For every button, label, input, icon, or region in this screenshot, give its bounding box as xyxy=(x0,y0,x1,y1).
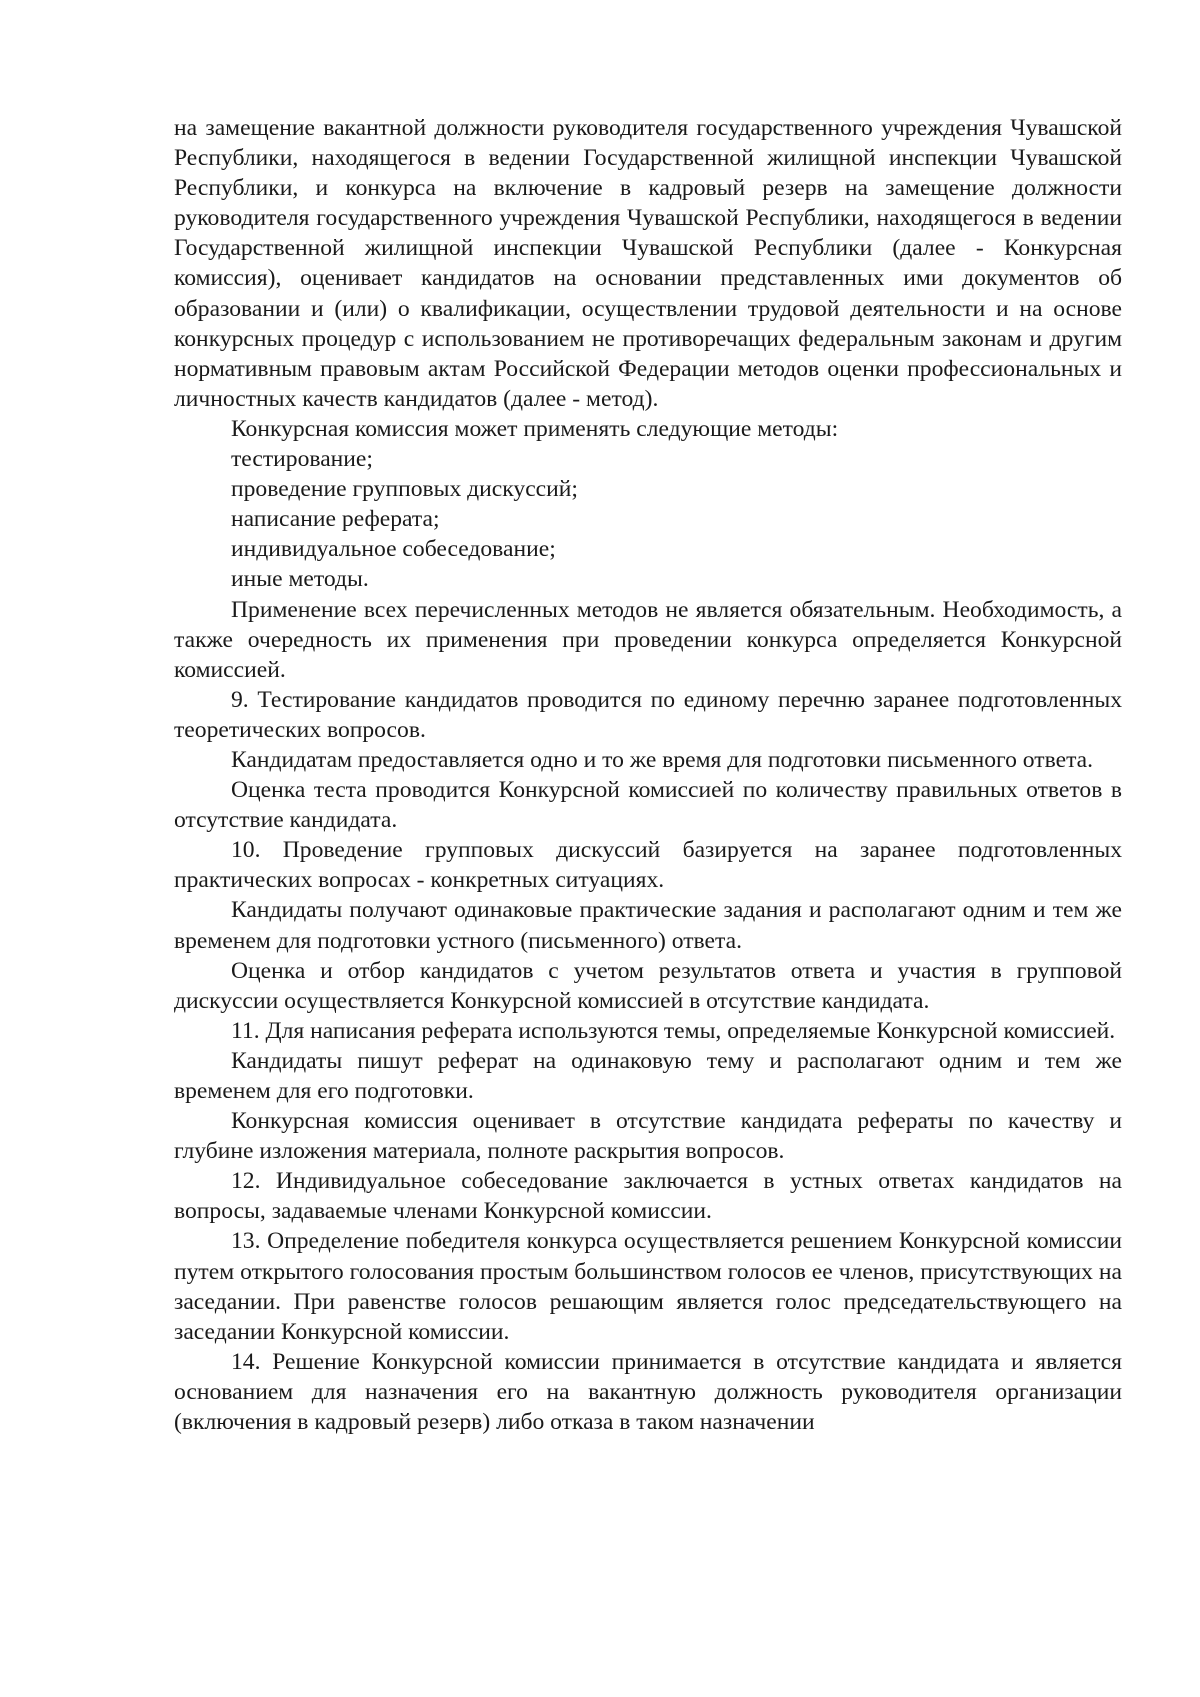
paragraph-clause-13: 13. Определение победителя конкурса осуществляется решением Конкурсной комиссии путем открытого голосования простым большинством голосов ее членов, присутствующих на заседании. При равенстве голосов решающим является голос председательствующего на заседании Конкурсной комиссии. xyxy=(174,1228,1122,1345)
document-page xyxy=(174,113,1122,1437)
paragraph-clause-9-evaluation: Оценка теста проводится Конкурсной комиссией по количеству правильных ответов в отсутствие кандидата. xyxy=(174,777,1122,834)
paragraph-clause-14: 14. Решение Конкурсной комиссии принимается в отсутствие кандидата и является основанием для назначения его на вакантную должность руководителя организации (включения в кадровый резерв) либо отказа в таком назначении xyxy=(174,1348,1122,1436)
paragraph-methods-heading: Конкурсная комиссия может применять следующие методы: xyxy=(231,415,839,442)
paragraph-methods-optional: Применение всех перечисленных методов не является обязательным. Необходимость, а также очередность их применения при проведении конкурса определяется Конкурсной комиссией. xyxy=(174,596,1122,683)
list-item-group-discussions: проведение групповых дискуссий; xyxy=(231,476,578,503)
paragraph-intro: на замещение вакантной должности руководителя государственного учреждения Чувашской Республики, находящегося в ведении Государственной жилищной инспекции Чувашской Республики, и конкурса на включение в кадровый резерв на замещение должности руководителя государственного учреждения Чувашской Республики, находящегося в ведении Государственной жилищной инспекции Чувашской Республики (далее - Конкурсная комиссия), оценивает кандидатов на основании представленных ими документов об образовании и (или) о квалификации, осуществлении трудовой деятельности и на основе конкурсных процедур с использованием не противоречащих федеральным законам и другим нормативным правовым актам Российской Федерации методов оценки профессиональных и личностных качеств кандидатов (далее - метод). xyxy=(174,115,1122,412)
paragraph-clause-10-tasks: Кандидаты получают одинаковые практические задания и располагают одним и тем же временем для подготовки устного (письменного) ответа. xyxy=(174,897,1122,954)
paragraph-clause-11-evaluation: Конкурсная комиссия оценивает в отсутствие кандидата рефераты по качеству и глубине изложения материала, полноте раскрытия вопросов. xyxy=(174,1108,1122,1165)
list-item-testing: тестирование; xyxy=(231,446,373,473)
paragraph-clause-9-time: Кандидатам предоставляется одно и то же время для подготовки письменного ответа. xyxy=(231,746,1094,773)
paragraph-clause-12: 12. Индивидуальное собеседование заключается в устных ответах кандидатов на вопросы, задаваемые членами Конкурсной комиссии. xyxy=(174,1168,1122,1225)
paragraph-clause-10: 10. Проведение групповых дискуссий базируется на заранее подготовленных практических вопросах - конкретных ситуациях. xyxy=(174,837,1122,894)
paragraph-clause-11: 11. Для написания реферата используются темы, определяемые Конкурсной комиссией. xyxy=(231,1017,1116,1044)
list-item-other-methods: иные методы. xyxy=(231,566,369,593)
paragraph-clause-10-evaluation: Оценка и отбор кандидатов с учетом результатов ответа и участия в групповой дискуссии осуществляется Конкурсной комиссией в отсутствие кандидата. xyxy=(174,957,1122,1014)
paragraph-clause-9: 9. Тестирование кандидатов проводится по единому перечню заранее подготовленных теоретических вопросов. xyxy=(174,686,1122,743)
paragraph-clause-11-topic: Кандидаты пишут реферат на одинаковую тему и располагают одним и тем же временем для его подготовки. xyxy=(174,1047,1122,1104)
list-item-essay: написание реферата; xyxy=(231,506,440,533)
list-item-interview: индивидуальное собеседование; xyxy=(231,536,556,563)
